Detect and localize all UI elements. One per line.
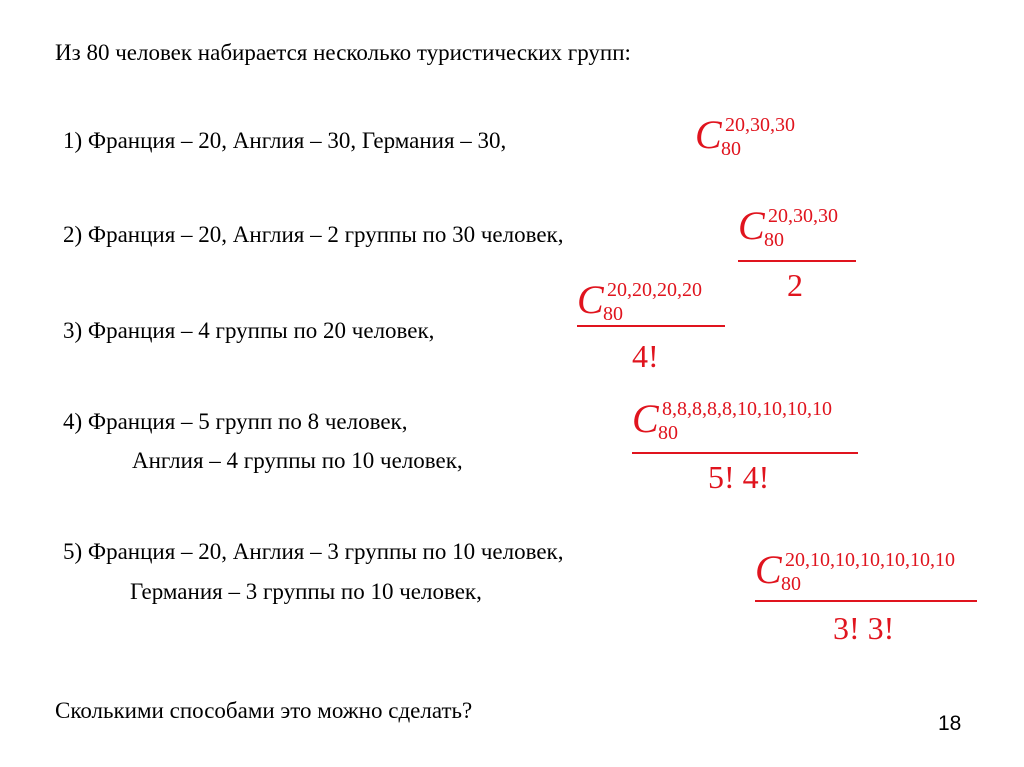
item-4-text-line-2: Англия – 4 группы по 10 человек, (132, 448, 463, 473)
formula-2-denominator: 2 (787, 267, 803, 303)
formula-1-superscript: 20,30,30 (725, 114, 795, 136)
question-text: Сколькими способами это можно сделать? (55, 698, 473, 723)
formula-2-subscript: 80 (764, 229, 784, 251)
combination-symbol: C (755, 547, 782, 592)
formula-5-subscript: 80 (781, 573, 801, 595)
formula-5-superscript: 20,10,10,10,10,10,10 (785, 549, 955, 571)
item-1-text: 1) Франция – 20, Англия – 30, Германия – 30, (63, 128, 507, 153)
item-2-text: 2) Франция – 20, Англия – 2 группы по 30 человек, (63, 222, 564, 247)
combination-symbol: C (577, 277, 604, 322)
formula-4-fraction-bar (632, 452, 858, 454)
formula-4-denominator: 5! 4! (708, 459, 770, 495)
formula-4-superscript: 8,8,8,8,8,10,10,10,10 (662, 398, 832, 420)
intro-text: Из 80 человек набирается несколько туристических групп: (55, 40, 631, 65)
formula-2-fraction-bar (738, 260, 856, 262)
formula-4-subscript: 80 (658, 422, 678, 444)
item-5-text-line-2: Германия – 3 группы по 10 человек, (130, 579, 482, 604)
formula-3-superscript: 20,20,20,20 (607, 279, 702, 301)
formula-5 (755, 547, 980, 660)
formula-2 (738, 203, 868, 316)
formula-5-denominator: 3! 3! (833, 610, 895, 646)
item-4-text-line-1: 4) Франция – 5 групп по 8 человек, (63, 409, 408, 434)
item-5-text-line-1: 5) Франция – 20, Англия – 3 группы по 10 человек, (63, 539, 564, 564)
formula-3-subscript: 80 (603, 303, 623, 325)
formula-1-subscript: 80 (721, 138, 741, 160)
formula-5-fraction-bar (755, 600, 977, 602)
formula-3-denominator: 4! (632, 338, 659, 374)
page-number: 18 (938, 712, 962, 735)
formula-1 (695, 112, 815, 175)
formula-3-fraction-bar (577, 325, 725, 327)
formula-2-superscript: 20,30,30 (768, 205, 838, 227)
formula-3 (577, 277, 727, 390)
item-3-text: 3) Франция – 4 группы по 20 человек, (63, 318, 435, 343)
combination-symbol: C (738, 203, 765, 248)
combination-symbol: C (695, 112, 722, 157)
combination-symbol: C (632, 396, 659, 441)
formula-4 (632, 396, 864, 499)
